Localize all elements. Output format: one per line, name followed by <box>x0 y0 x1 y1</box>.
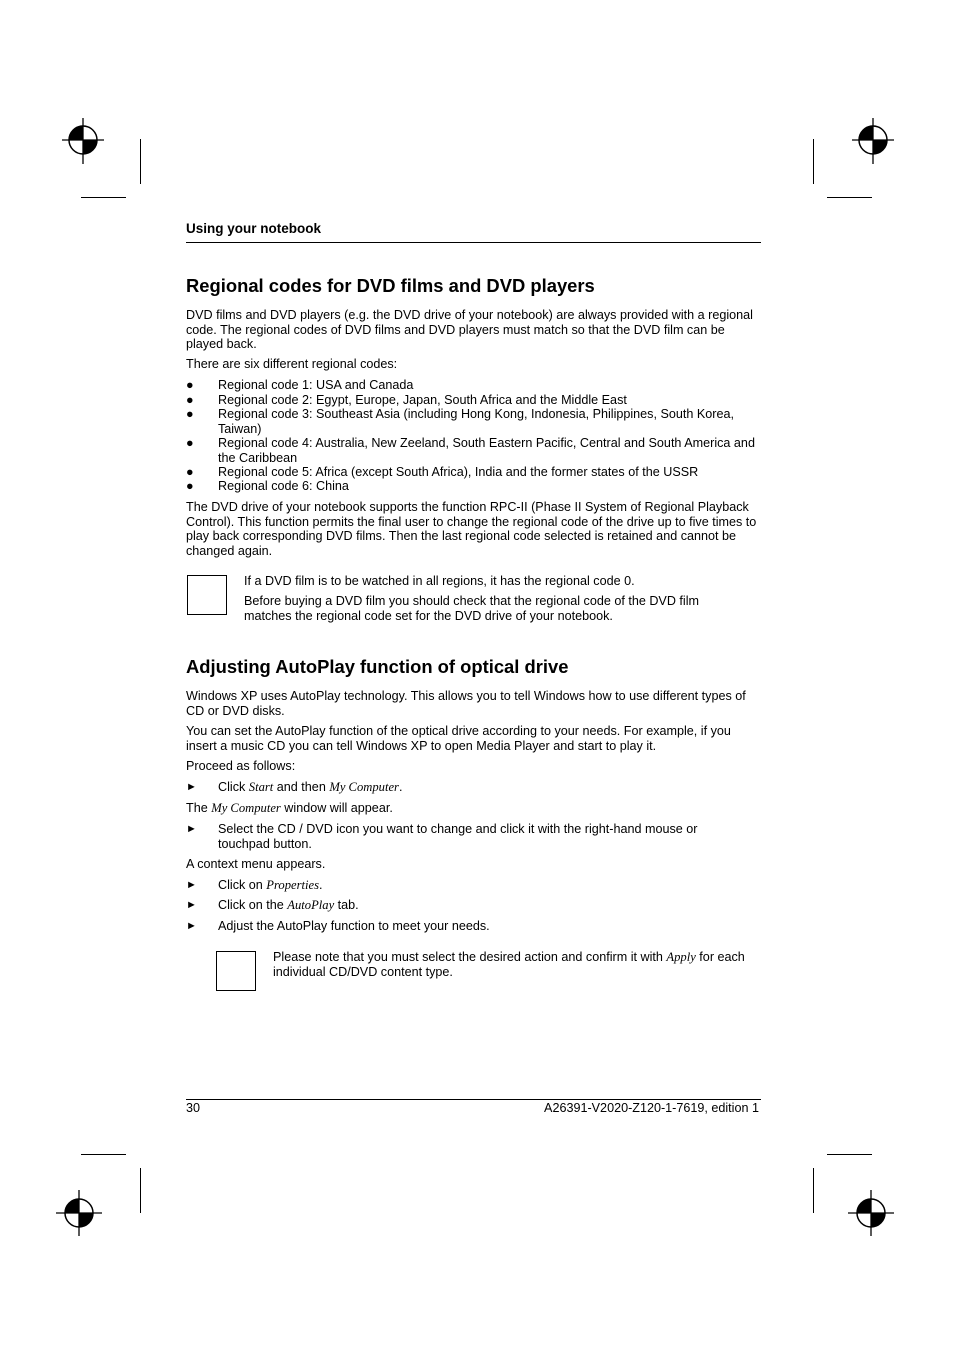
paragraph-lead: There are six different regional codes: <box>186 357 398 371</box>
paragraph-rpc: The DVD drive of your notebook supports the function RPC-II (Phase II System of Regional Playback Control). This function permits the final user to change the regional code of the drive up to five times to play back corresponding DVD films. Then the last regional code selected is retained and cannot be changed again. <box>186 500 757 558</box>
note-text: If a DVD film is to be watched in all regions, it has the regional code 0. <box>244 574 635 588</box>
paragraph: Windows XP uses AutoPlay technology. This allows you to tell Windows how to use different types of CD or DVD disks. <box>186 689 746 718</box>
paragraph: Proceed as follows: <box>186 759 296 773</box>
crop-line <box>81 1154 126 1155</box>
list-item: Regional code 5: Africa (except South Africa), India and the former states of the USSR <box>218 465 699 479</box>
step-item: Click on the AutoPlay tab. <box>218 898 359 912</box>
arrow-bullet-icon: ► <box>186 781 197 793</box>
step-item: Adjust the AutoPlay function to meet your needs. <box>218 919 490 933</box>
registration-mark-bottom-left <box>54 1188 104 1238</box>
crop-line <box>827 197 872 198</box>
footer-rule <box>186 1099 761 1100</box>
bullet-icon: ● <box>186 407 194 421</box>
list-item: Regional code 1: USA and Canada <box>218 378 414 392</box>
arrow-bullet-icon: ► <box>186 920 197 932</box>
section-heading-autoplay: Adjusting AutoPlay function of optical drive <box>186 656 569 677</box>
step-item: Click Start and then My Computer. <box>218 780 403 794</box>
note-text: Please note that you must select the desired action and confirm it with Apply for each individual CD/DVD content type. <box>273 950 745 979</box>
arrow-bullet-icon: ► <box>186 823 197 835</box>
crop-line <box>140 139 141 184</box>
header-rule <box>186 242 761 243</box>
paragraph: You can set the AutoPlay function of the optical drive according to your needs. For example, if you insert a music CD you can tell Windows XP to open Media Player and start to play it. <box>186 724 731 753</box>
registration-mark-bottom-right <box>846 1188 896 1238</box>
crop-line <box>813 139 814 184</box>
result-text: The My Computer window will appear. <box>186 801 393 815</box>
note-icon <box>216 951 256 991</box>
list-item: Regional code 4: Australia, New Zeeland, South Eastern Pacific, Central and South America and the Caribbean <box>218 436 755 465</box>
bullet-icon: ● <box>186 465 194 479</box>
crop-line <box>81 197 126 198</box>
arrow-bullet-icon: ► <box>186 899 197 911</box>
bullet-icon: ● <box>186 378 194 392</box>
step-item: Select the CD / DVD icon you want to change and click it with the right-hand mouse or touchpad button. <box>218 822 698 851</box>
section-heading-regional-codes: Regional codes for DVD films and DVD players <box>186 275 595 296</box>
paragraph-intro: DVD films and DVD players (e.g. the DVD drive of your notebook) are always provided with a regional code. The regional codes of DVD films and DVD players must match so that the DVD film can be played back. <box>186 308 753 351</box>
crop-line <box>140 1168 141 1213</box>
list-item: Regional code 6: China <box>218 479 349 493</box>
bullet-icon: ● <box>186 479 194 493</box>
page-number: 30 <box>186 1101 201 1115</box>
note-text: Before buying a DVD film you should check that the regional code of the DVD film matches the regional code set for the DVD drive of your notebook. <box>244 594 700 623</box>
crop-line <box>813 1168 814 1213</box>
list-item: Regional code 2: Egypt, Europe, Japan, South Africa and the Middle East <box>218 393 627 407</box>
registration-mark-top-right <box>848 118 898 168</box>
bullet-icon: ● <box>186 393 194 407</box>
registration-mark-top-left <box>58 118 108 168</box>
bullet-icon: ● <box>186 436 194 450</box>
crop-line <box>827 1154 872 1155</box>
list-item: Regional code 3: Southeast Asia (including Hong Kong, Indonesia, Philippines, South Korea, Taiwan) <box>218 407 734 436</box>
result-text: A context menu appears. <box>186 857 326 871</box>
note-icon <box>187 575 227 615</box>
arrow-bullet-icon: ► <box>186 879 197 891</box>
running-header: Using your notebook <box>186 221 321 236</box>
step-item: Click on Properties. <box>218 878 323 892</box>
document-id: A26391-V2020-Z120-1-7619, edition 1 <box>544 1101 759 1115</box>
